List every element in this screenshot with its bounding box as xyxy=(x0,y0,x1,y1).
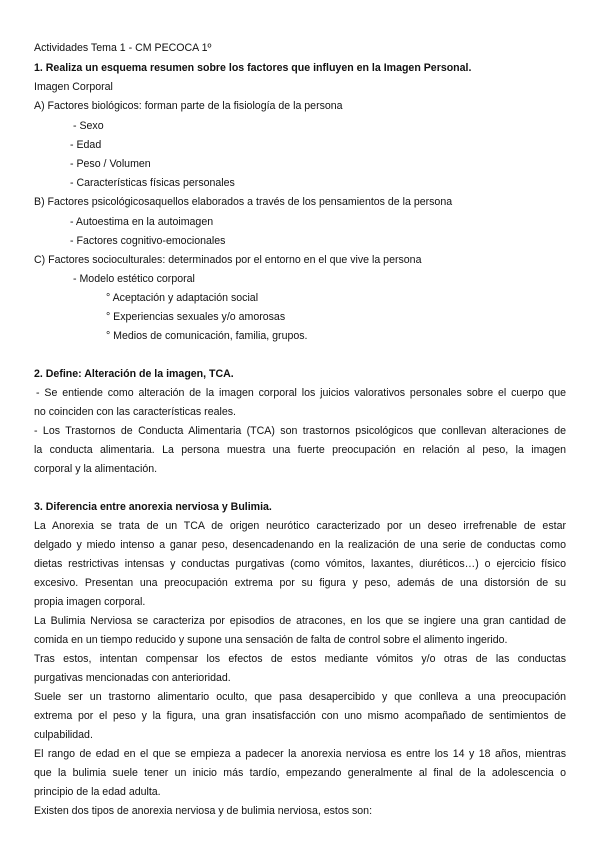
factor-b-item: - Factores cognitivo-emocionales xyxy=(70,235,226,247)
factor-b-heading: B) Factores psicológicosaquellos elaborados a través de los pensamientos de la persona xyxy=(34,196,453,208)
document-header: Actividades Tema 1 - CM PECOCA 1º xyxy=(34,42,212,54)
section-3-line: principio de la edad adulta. xyxy=(34,786,161,798)
factor-c-heading: C) Factores socioculturales: determinados por el entorno en el que vive la persona xyxy=(34,254,422,266)
section-1-subtitle: Imagen Corporal xyxy=(34,81,113,93)
factor-c-item: - Modelo estético corporal xyxy=(73,273,195,285)
section-3-line: Existen dos tipos de anorexia nerviosa y de bulimia nerviosa, estos son: xyxy=(34,805,373,817)
section-3-line: purgativas mencionadas con anterioridad. xyxy=(34,672,231,684)
factor-a-item: - Peso / Volumen xyxy=(70,158,151,170)
section-3-line: propia imagen corporal. xyxy=(34,596,146,608)
section-3-line: El rango de edad en el que se empieza a padecer la anorexia nerviosa es entre los 14 y 18 años, mientras xyxy=(34,748,566,760)
section-3-line: que la bulimia suele tener un inicio más tardío, empezando generalmente al final de la adolescencia o xyxy=(34,767,566,779)
section-3-line: Suele ser un trastorno alimentario oculto, que pasa desapercibido y que conlleva a una preocupación xyxy=(34,691,566,703)
section-3-line: dietas restrictivas intensas y conductas purgativas (como vómitos, laxantes, diuréticos…) o ejercicio físico xyxy=(34,558,566,570)
factor-b-item: - Autoestima en la autoimagen xyxy=(70,216,214,228)
section-3-line: La Bulimia Nerviosa se caracteriza por episodios de atracones, en los que se ingiere una gran cantidad de xyxy=(34,615,566,627)
section-3-line: Tras estos, intentan compensar los efectos de estos mediante vómitos y/o otras de las conductas xyxy=(34,653,566,665)
section-2-line: corporal y la alimentación. xyxy=(34,463,158,475)
factor-a-item: - Sexo xyxy=(73,120,104,132)
section-2-line: - Los Trastornos de Conducta Alimentaria (TCA) son trastornos psicológicos que conllevan alteraciones de xyxy=(34,425,566,437)
section-3-line: comida en un tiempo reducido y supone una sensación de falta de control sobre el alimento ingerido. xyxy=(34,634,508,646)
factor-a-item: - Características físicas personales xyxy=(70,177,235,189)
section-2-line: la conducta alimentaria. La persona muestra una fuerte preocupación en relación al peso, la imagen xyxy=(34,444,566,456)
factor-c-subitem: ° Aceptación y adaptación social xyxy=(106,292,259,304)
factor-c-subitem: ° Experiencias sexuales y/o amorosas xyxy=(106,311,286,323)
section-1-heading: 1. Realiza un esquema resumen sobre los factores que influyen en la Imagen Personal. xyxy=(34,62,472,74)
section-2-heading: 2. Define: Alteración de la imagen, TCA. xyxy=(34,368,234,380)
section-3-line: delgado y miedo intenso a ganar peso, desencadenando en la realización de una serie de conductas como xyxy=(34,539,566,551)
section-3-line: culpabilidad. xyxy=(34,729,93,741)
section-3-heading: 3. Diferencia entre anorexia nerviosa y Bulimia. xyxy=(34,501,272,513)
section-3-line: excesivo. Presentan una preocupación extrema por su figura y peso, además de una distorsión de su xyxy=(34,577,566,589)
factor-c-subitem: ° Medios de comunicación, familia, grupos. xyxy=(106,330,308,342)
section-2-line: no coinciden con las características reales. xyxy=(34,406,236,418)
section-3-line: extrema por el peso y la figura, una gran insatisfacción con uno mismo acompañado de sentimientos de xyxy=(34,710,566,722)
section-3-line: La Anorexia se trata de un TCA de origen neurótico caracterizado por un deseo irrefrenable de estar xyxy=(34,520,566,532)
factor-a-heading: A) Factores biológicos: forman parte de la fisiología de la persona xyxy=(34,100,343,112)
factor-a-item: - Edad xyxy=(70,139,102,151)
section-2-line: - Se entiende como alteración de la imagen corporal los juicios valorativos personales sobre el cuerpo que xyxy=(36,387,566,399)
